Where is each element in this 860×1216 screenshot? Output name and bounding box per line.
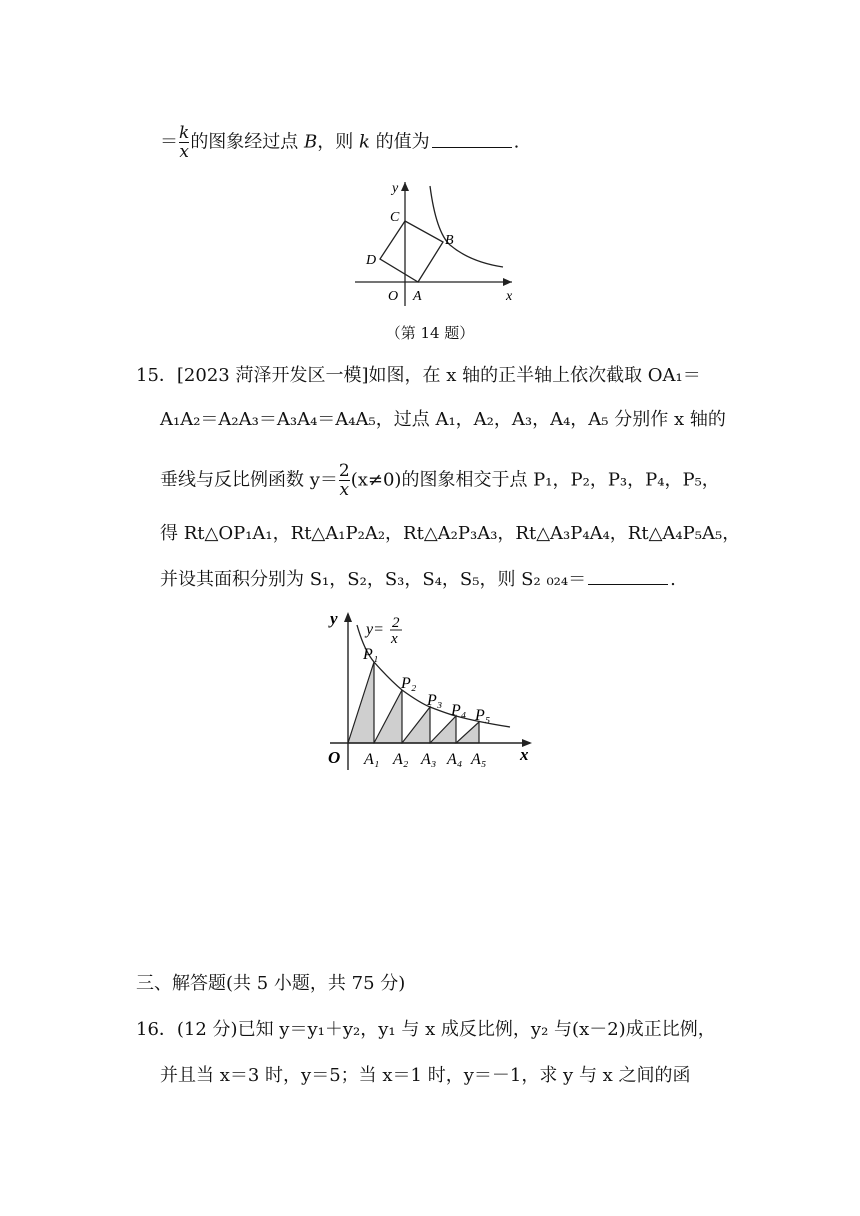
period: . xyxy=(513,131,520,153)
q15-source: [2023 菏泽开发区一模] xyxy=(176,365,369,386)
triangle-a3p4a4 xyxy=(430,716,456,743)
q14-text-c: 的值为 xyxy=(375,131,430,153)
label-p1: P₁ xyxy=(363,646,379,663)
label-b: B xyxy=(445,233,454,248)
label-a5: A₅ xyxy=(471,751,487,768)
q15-line-2: A₁A₂＝A₂A₃＝A₃A₄＝A₄A₅，过点 A₁，A₂，A₃，A₄，A₅ 分别作 x 轴的 xyxy=(160,409,726,430)
label-o: O xyxy=(388,289,399,304)
q14-point-b: B xyxy=(304,131,318,153)
y-axis-arrow xyxy=(344,612,352,622)
equals-sign: ＝ xyxy=(160,131,178,153)
label-p5: P₅ xyxy=(475,707,491,724)
label-a4: A₄ xyxy=(447,751,463,768)
q15-l3-before: 垂线与反比例函数 y＝ xyxy=(160,469,338,491)
triangle-a1p2a2 xyxy=(374,690,402,743)
curve-label-num: 2 xyxy=(392,615,400,631)
fraction-k-over-x: $\frac{k}{x}$ xyxy=(179,123,190,162)
label-d: D xyxy=(366,253,377,268)
q15-l3-after: (x≠0)的图象相交于点 P₁，P₂，P₃，P₄，P₅， xyxy=(350,469,720,491)
curve-label-den: x xyxy=(391,631,398,647)
label-x: x xyxy=(520,745,529,764)
q14-text-b: ，则 xyxy=(317,131,354,153)
q16-line-1: 16．(12 分)已知 y＝y₁＋y₂，y₁ 与 x 成反比例，y₂ 与(x－2)成正比例， xyxy=(136,1019,716,1040)
label-y: y xyxy=(330,609,338,628)
label-c: C xyxy=(390,210,400,225)
triangle-op1a1 xyxy=(348,662,374,743)
label-x: x xyxy=(506,289,513,304)
label-a2: A₂ xyxy=(393,751,409,768)
q15-number: 15． xyxy=(136,365,177,386)
fraction-2-over-x: $\frac{2}{x}$ xyxy=(338,461,350,500)
label-p2: P₂ xyxy=(401,675,417,692)
label-a3: A₃ xyxy=(421,751,437,768)
section-3-heading: 三、解答题(共 5 小题，共 75 分) xyxy=(136,973,406,994)
label-p3: P₃ xyxy=(427,692,443,709)
label-a1: A₁ xyxy=(364,751,380,768)
label-a: A xyxy=(413,289,422,304)
q15-line-4: 得 Rt△OP₁A₁，Rt△A₁P₂A₂，Rt△A₂P₃A₃，Rt△A₃P₄A₄，Rt△A₄P₅A₅， xyxy=(160,523,741,544)
q15-l1-text: 如图，在 x 轴的正半轴上依次截取 OA₁＝ xyxy=(368,365,701,386)
figure-14-caption: （第 14 题） xyxy=(385,324,475,342)
label-o: O xyxy=(328,748,341,767)
label-p4: P₄ xyxy=(451,702,467,719)
q16-line-2: 并且当 x＝3 时，y＝5；当 x＝1 时，y＝－1，求 y 与 x 之间的函 xyxy=(160,1065,691,1086)
q14-text-a: 的图象经过点 xyxy=(190,131,299,153)
q15-l5-before: 并设其面积分别为 S₁，S₂，S₃，S₄，S₅，则 S₂ ₀₂₄＝ xyxy=(160,569,587,590)
label-y: y xyxy=(392,181,399,196)
period: . xyxy=(670,569,676,590)
curve-label-lhs: y= xyxy=(366,621,384,638)
triangle-a2p3a3 xyxy=(402,707,430,743)
q14-var-k: k xyxy=(359,131,370,153)
triangle-a4p5a5 xyxy=(456,722,479,743)
